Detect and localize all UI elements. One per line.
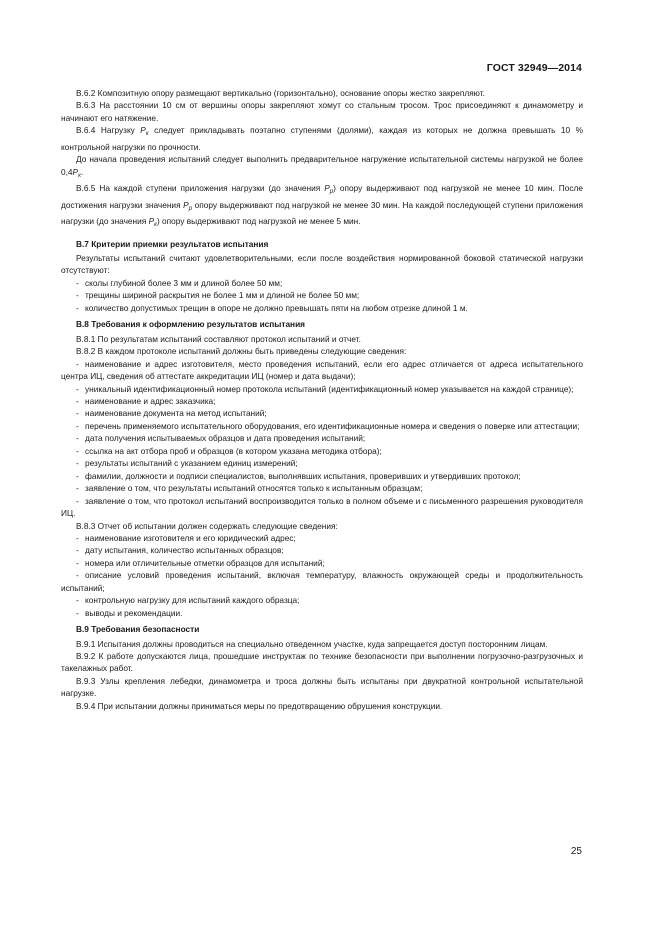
list-item-text: фамилии, должности и подписи специалистов, выполнявших испытания, проверивших и утвердивших протокол; (85, 470, 521, 481)
list-item (61, 569, 583, 594)
list-marker: - (76, 483, 79, 494)
list-marker: - (76, 458, 79, 469)
list-item-text: дата получения испытываемых образцов и дата проведения испытаний; (85, 433, 366, 444)
page-number: 25 (570, 846, 582, 857)
page-content (61, 87, 583, 712)
text-run: следует прикладывать поэтапно ступенями (долями), каждая из которых не должна превышать 10 % контрольной нагрузки по прочности. (61, 125, 583, 152)
text-run: опору выдерживают под нагрузкой не менее 30 мин. На каждой последующей ступени приложения нагрузки (до значения (61, 199, 583, 227)
list-item-text: ссылка на акт отбора проб и образцов (в котором указана методика отбора); (85, 445, 382, 456)
list-item (61, 495, 583, 520)
list-marker: - (76, 570, 79, 581)
paragraph-b9-3: В.9.3 Узлы крепления лебедки, динамометра и троса должны быть испытаны при двукратной контрольной испытательной нагрузке. (61, 675, 583, 699)
list-item-text: наименование изготовителя и его юридический адрес; (85, 532, 296, 543)
list-marker: - (76, 470, 79, 481)
section-b7-title: В.7 Критерии приемки результатов испытания (76, 238, 269, 249)
paragraph-b6-4 (61, 124, 583, 153)
list-item (61, 358, 583, 383)
list-item-text: перечень применяемого испытательного оборудования, его идентификационные номера и сведения о поверке или аттестации; (85, 420, 580, 431)
paragraph-b8-1: В.8.1 По результатам испытаний составляют протокол испытаний и отчет. (76, 333, 361, 344)
list-marker: - (76, 277, 79, 288)
section-b9-title: В.9 Требования безопасности (76, 624, 200, 635)
text-run: ) опору выдерживают под нагрузкой не менее 5 мин. (156, 216, 361, 227)
list-item (61, 395, 583, 407)
list-item-text: наименование и адрес заказчика; (85, 395, 216, 406)
load-subscript: р (188, 205, 193, 212)
list-marker: - (76, 433, 79, 444)
list-item (61, 302, 583, 314)
list-item (61, 277, 583, 289)
list-item-text: количество допустимых трещин в опоре не должно превышать пяти на любом отрезке длиной 1 м. (85, 302, 468, 313)
list-item (61, 407, 583, 419)
paragraph-b6-5 (61, 182, 583, 231)
list-item-text: трещины шириной раскрытия не более 1 мм и длиной не более 50 мм; (85, 290, 360, 301)
load-subscript: к (154, 222, 157, 229)
list-item (61, 544, 583, 556)
list-marker: - (76, 395, 79, 406)
paragraph-b9-2: В.9.2 К работе допускаются лица, прошедшие инструктаж по технике безопасности при выполнении погрузочно-разгрузочных и такелажных работ. (61, 651, 583, 674)
list-item (61, 457, 583, 469)
text-run: В.6.5 На каждой ступени приложения нагрузки (до значения (76, 183, 325, 194)
list-item (61, 594, 583, 606)
paragraph-b9-4: В.9.4 При испытании должны приниматься меры по предотвращению обрушения конструкции. (76, 700, 443, 711)
list-marker: - (76, 445, 79, 456)
load-symbol: P (140, 125, 146, 136)
load-subscript: к (145, 131, 149, 138)
list-item-text: уникальный идентификационный номер протокола испытаний (идентификационный номер указывается на каждой странице); (85, 383, 574, 394)
standard-code: ГОСТ 32949—2014 (486, 62, 582, 74)
list-item-text: выводы и рекомендации. (85, 607, 183, 618)
list-item (61, 445, 583, 457)
list-item (61, 482, 583, 494)
list-item (61, 557, 583, 569)
list-marker: - (76, 302, 79, 313)
paragraph-preload (61, 153, 583, 182)
list-item (61, 420, 583, 432)
list-item-text: заявление о том, что протокол испытаний воспроизводится только в полном объеме и с письменного разрешения руководителя ИЦ. (61, 495, 583, 519)
list-item (61, 470, 583, 482)
list-marker: - (76, 495, 79, 506)
list-item-text: номера или отличительные отметки образцов для испытаний; (85, 557, 325, 568)
list-item-text: результаты испытаний с указанием единиц измерений; (85, 458, 298, 469)
paragraph-b8-3: В.8.3 Отчет об испытании должен содержать следующие сведения: (76, 520, 338, 531)
list-marker: - (76, 290, 79, 301)
list-marker: - (76, 532, 79, 543)
section-b8-title: В.8 Требования к оформлению результатов испытания (76, 319, 306, 330)
load-symbol: P (183, 199, 189, 210)
load-symbol: P (72, 166, 79, 177)
list-item-text: контрольную нагрузку для испытаний каждого образца; (85, 595, 300, 606)
list-item-text: заявление о том, что результаты испытаний относятся только к испытанным образцам; (85, 483, 423, 494)
paragraph-b8-2: В.8.2 В каждом протоколе испытаний должны быть приведены следующие сведения: (76, 346, 407, 357)
text-run: ) опору выдерживают под нагрузкой не менее 10 мин. После достижения нагрузки значения (61, 183, 583, 210)
list-marker: - (76, 408, 79, 419)
section-b8-report-list (61, 532, 583, 619)
list-marker: - (76, 383, 79, 394)
list-marker: - (76, 595, 79, 606)
list-item-text: дату испытания, количество испытанных образцов; (85, 545, 284, 556)
list-item (61, 607, 583, 619)
list-item-text: сколы глубиной более 3 мм и длиной более 50 мм; (85, 277, 283, 288)
list-marker: - (76, 358, 79, 369)
list-item-text: описание условий проведения испытаний, включая температуру, влажность окружающей среды и продолжительность испытаний; (61, 570, 583, 593)
load-subscript: р (329, 189, 334, 196)
paragraph-b9-1: В.9.1 Испытания должны проводиться на специально отведенном участке, куда запрещается доступ посторонним лицам. (76, 638, 548, 649)
section-b7-intro: Результаты испытаний считают удовлетворительными, если после воздействия нормированной боковой статической нагрузки отсутствуют: (61, 252, 583, 276)
list-item (61, 432, 583, 444)
paragraph-b6-3: В.6.3 На расстоянии 10 см от вершины опоры закрепляют хомут со стальным тросом. Трос присоединяют к динамометру и начинают его натяжение. (61, 100, 583, 123)
text-run: В.6.4 Нагрузку (76, 125, 141, 136)
list-item (61, 383, 583, 395)
list-marker: - (76, 607, 79, 618)
list-marker: - (76, 557, 79, 568)
paragraph-b6-2: В.6.2 Композитную опору размещают вертикально (горизонтально), основание опоры жестко закрепляют. (76, 88, 485, 98)
text-run: . (80, 166, 84, 177)
load-symbol: P (324, 183, 330, 194)
section-b8-protocol-list (61, 358, 583, 520)
list-item (61, 289, 583, 301)
text-run: До начала проведения испытаний следует выполнить предварительное нагружение испытательной системы нагрузкой не более 0,4 (61, 154, 583, 177)
list-marker: - (76, 545, 79, 556)
list-item-text: наименование и адрес изготовителя, место проведения испытаний, если его адрес отличается от адреса испытательного центра ИЦ, сведения об аттестате аккредитации ИЦ (номер и дата выдачи); (61, 358, 583, 382)
list-marker: - (76, 420, 79, 431)
section-b7-list (61, 277, 583, 314)
load-subscript: к (78, 172, 81, 179)
list-item-text: наименование документа на метод испытаний; (85, 408, 267, 419)
load-symbol: P (148, 216, 155, 227)
list-item (61, 532, 583, 544)
